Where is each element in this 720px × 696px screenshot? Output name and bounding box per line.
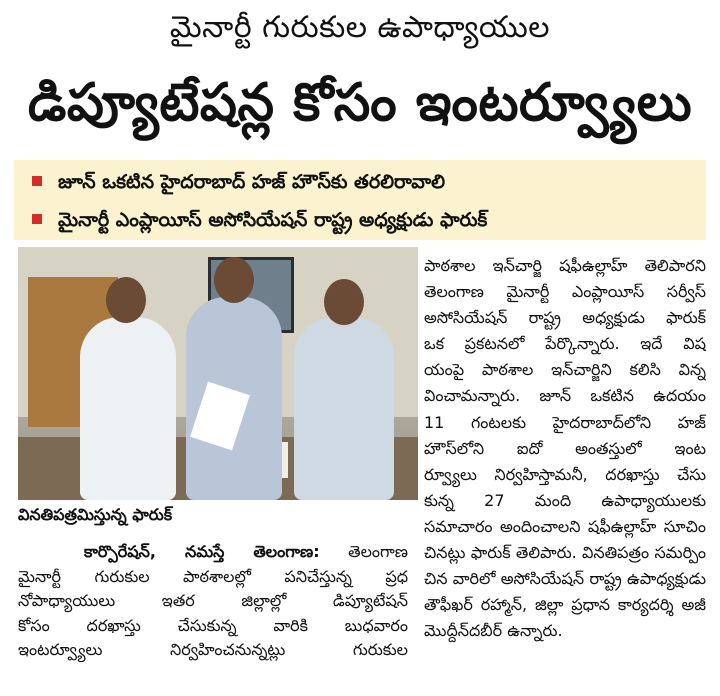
body-line [18,589,408,614]
body-line: మొద్దీన్‌దబీర్ ఉన్నారు. [424,621,563,641]
body-line: కున్న 27 మంది ఉపాధ్యాయులకు [424,490,706,510]
body-line: తౌఫీఖర్ రహ్మాన్, జిల్లా ప్రధాన కార్యదర్శి అజీ [424,595,706,615]
body-text: ఇంటర్వ్యూలు నిర్వహించనున్నట్లు గురుకుల [18,640,408,660]
body-text: మైనార్టీ గురుకుల పాఠశాలల్లో పనిచేస్తున్న ప్రధ [18,566,408,586]
photo-head-right [324,279,364,325]
square-bullet-icon [32,176,42,186]
body-line [18,540,408,565]
body-line: పాఠశాల ఇన్‌చార్జి షఫీఉల్లాహ్ తెలిపారని [424,256,706,275]
photo-person-left [80,317,176,500]
body-line [18,638,408,663]
article-kicker: మైనార్టీ గురుకుల ఉపాధ్యాయుల [169,10,551,45]
article-headline: డిప్యూటేషన్ల కోసం ఇంటర్వ్యూలు [27,73,693,133]
body-text: తెలంగాణ [319,542,408,561]
body-line: తెలంగాణ మైనార్టీ ఎంప్లాయీస్ సర్వీస్ [424,282,706,302]
photo-person-right [294,317,394,500]
square-bullet-icon [32,214,42,224]
body-line: ఒక ప్రకటనలో పేర్కొన్నారు. ఇదే విష [424,334,706,354]
highlight-text: మైనార్టీ ఎంప్లాయీస్ అసోసియేషన్ రాష్ట్ర అధ్యక్షుడు ఫారుక్ [58,209,488,231]
body-line: చినట్లు ఫారుక్ తెలిపారు. వినతిపత్రం సమర్పిం [424,543,706,563]
article-photo [18,247,418,500]
body-line [18,565,408,590]
body-line: 11 గంటలకు హైదరాబాద్‌లోని హజ్ [424,412,706,432]
body-text: నోపాధ్యాయులు ఇతర జిల్లాల్లో డిప్యూటేషన్ [18,591,408,611]
body-line [18,614,408,639]
photo-caption: వినతిపత్రమిస్తున్న ఫారుక్ [18,505,173,524]
body-column-left [18,540,408,663]
photo-head-left [106,277,146,323]
body-line: ర్వ్యూలు నిర్వహిస్తామనీ, దరఖాస్తు చేసు [424,464,706,484]
highlight-text: జూన్ ఒకటిన హైదరాబాద్ హజ్ హౌస్‌కు తరలిరావాలి [58,171,446,193]
highlights-box [14,160,706,240]
body-line: హౌస్‌లోని ఐదో అంతస్తులో ఇంట [424,438,706,458]
photo-head-center [214,257,254,303]
body-column-right [424,253,706,644]
highlight-item [32,164,445,200]
body-line: సమాచారం అందించాలని షఫీఉల్లాహ్ సూచిం [424,516,706,536]
highlight-item [32,202,487,238]
body-text: కోసం దరఖాస్తు చేసుకున్న వారికి బుధవారం [18,615,408,635]
body-line: అసోసియేషన్ రాష్ట్ర అధ్యక్షుడు ఫారుక్ [424,308,706,328]
body-line: యంపై పాఠశాల ఇన్‌చార్జిని కలిసి విన్న [424,360,706,380]
dateline: కార్పొరేషన్, నమస్తే తెలంగాణ: [84,542,320,561]
body-line: వించామన్నారు. జూన్ ఒకటిన ఉదయం [424,386,706,406]
body-line: చిన వారిలో అసోసియేషన్ రాష్ట్ర ఉపాధ్యక్షుడు [424,569,706,589]
